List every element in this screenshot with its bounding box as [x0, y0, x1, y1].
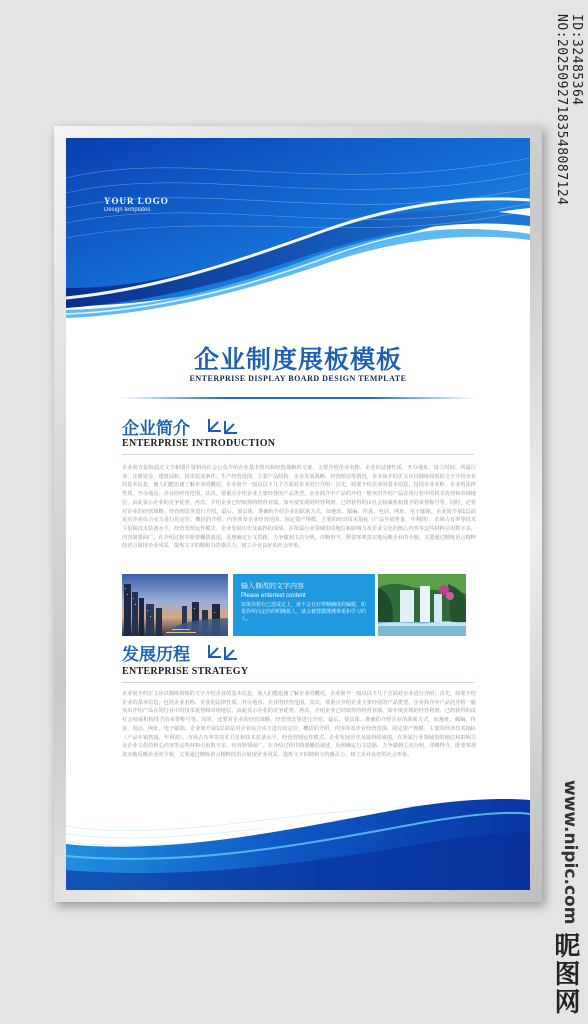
board-subtitle: ENTERPRISE DISPLAY BOARD DESIGN TEMPLATE — [189, 374, 407, 383]
city-skyline-photo — [122, 574, 228, 636]
section2-divider — [122, 682, 474, 683]
logo-subtitle: Design templates — [104, 207, 151, 213]
board-title: 企业制度展板模板 — [193, 345, 402, 374]
section1-divider — [122, 454, 474, 455]
chevron-arrows-icon — [206, 416, 240, 436]
logo-title: YOUR LOGO — [104, 196, 169, 206]
section2-paragraph: 企业简介的正文应以精练简短的文字介绍企业的基本信息，使人们能迅速了解企业的概况。企业简介一般以以下几个方面对企业进行介绍：首先，简要介绍企业的基本信息，包括企业名称、企业的法律性质、开办地点、企业的经营范围。其次，要重点介绍企业主要经营的产品类型。企业简介中产品的介绍一般突出介绍产品在同行业中的技术优势和市场地位，由此显示企业的竞争优势。再次，介绍企业已经取得的经营业绩，如年度实现的经营利润、已经获得的由社会权威机构授予的荣誉称号等。同时，还要对企业的经营战略、经营理念等进行介绍。最后，要具体、准确的介绍企业的联系方式，如地址、邮编、传真、电话、网址、电子邮箱。企业简介第1层面是对企业综合实力进行的定位，概括的介绍，内容涉及企业经营范围、固定资产规模、主要的经济技术指标（产品年销售量、年利润）、市场占有率等技术卫星和技术装备水平，经营管理运作模式。企业发展历史及取得的成绩，在所属行业领域里的地位和影响力及企业文化的核心内容等这些材料引用数字多，内容简要面广。在介绍过程中简要概括叙述，反理确定行文思路，力争做到主次分明，详略得当，既要客观真实地反映企业的全貌，又要通过精练语言精粹的语言展现企业风采，提炼文字的精和力的感召力，树立企业良好的社会形象。 — [122, 691, 476, 758]
section2-heading: 发展历程 — [122, 645, 190, 665]
site-watermark: www.nipic.com — [560, 780, 580, 925]
section2-heading-en: ENTERPRISE STRATEGY — [122, 666, 249, 677]
waterfall-photo — [378, 574, 466, 636]
text-box-subtitle: Please entertext content — [241, 593, 306, 599]
footer-wave-art — [66, 786, 530, 890]
section1-paragraph: 企业简介是指通过文字和图片资料向社会公众介绍企业基本情况和经营战略的文案。主要介绍企业名称、企业的法律性质、开办地址、设立时间、所属行业、注册资金、建筑面积、技术装备条件、生产经营范围、主要产品结构、企业发展战略、经营理念等情况。企业简介的正文应以精练简短的文字介绍企业的基本信息，使人们能迅速了解企业的概况。企业简介一般以以下几个方面对企业进行介绍：首先，简要介绍企业的基本信息，包括企业名称、企业的法律性质、开办地点、企业的经营范围。其次，要重点介绍企业主要经营的产品类型。企业简介中产品的介绍一般突出介绍产品在同行业中的技术优势和市场地位，由此显示企业的竞争优势。再次，介绍企业已经取得的经营业绩，如年度实现的经营利润、已经获得的由社会权威机构授予的荣誉称号等。同时，还要对企业的经营战略、经营理念等进行介绍。最后，要具体、准确的介绍企业的联系方式，如地址、邮编、传真、电话、网址、电子邮箱。企业简介第1层面是对企业综合实力进行的定位，概括的介绍，内容涉及企业经营范围、固定资产规模、主要的经济技术指标（产品年销售量、年利润）、市场占有率等技术卫星和技术装备水平，经营管理运作模式。企业发展历史及取得的成绩，在所属行业领域里的地位和影响力及企业文化的核心内容等这些材料引用数字多，内容简要面广。在介绍过程中简要概括叙述，反理确定行文思路，力争做到主次分明，详略得当，既要客观真实地反映企业的全貌，又要通过精练语言精粹的语言展现企业风采，提炼文字的精和力的感召力，树立企业良好的社会形象。 — [122, 465, 476, 550]
section1-heading: 企业简介 — [122, 419, 190, 439]
header-wave-art — [66, 138, 530, 318]
title-divider — [118, 397, 478, 399]
text-box — [233, 574, 375, 636]
company-logo — [104, 196, 169, 213]
text-box-title: 输入修改的文字内容 — [241, 582, 304, 590]
image-id-watermark: ID:32485364 NO:20250927183548087124 — [554, 14, 584, 206]
section1-heading-en: ENTERPRISE INTRODUCTION — [122, 438, 276, 449]
chevron-arrows-icon — [206, 642, 240, 662]
text-box-body: 知果你想在已选成定上，就不会有好得精确度的编题。如果你所向定的的明确靠人，就会被替做捶捶尊重和学习的人。 — [241, 602, 367, 622]
brand-watermark: 昵图网 — [550, 932, 580, 1016]
display-board — [66, 138, 530, 890]
